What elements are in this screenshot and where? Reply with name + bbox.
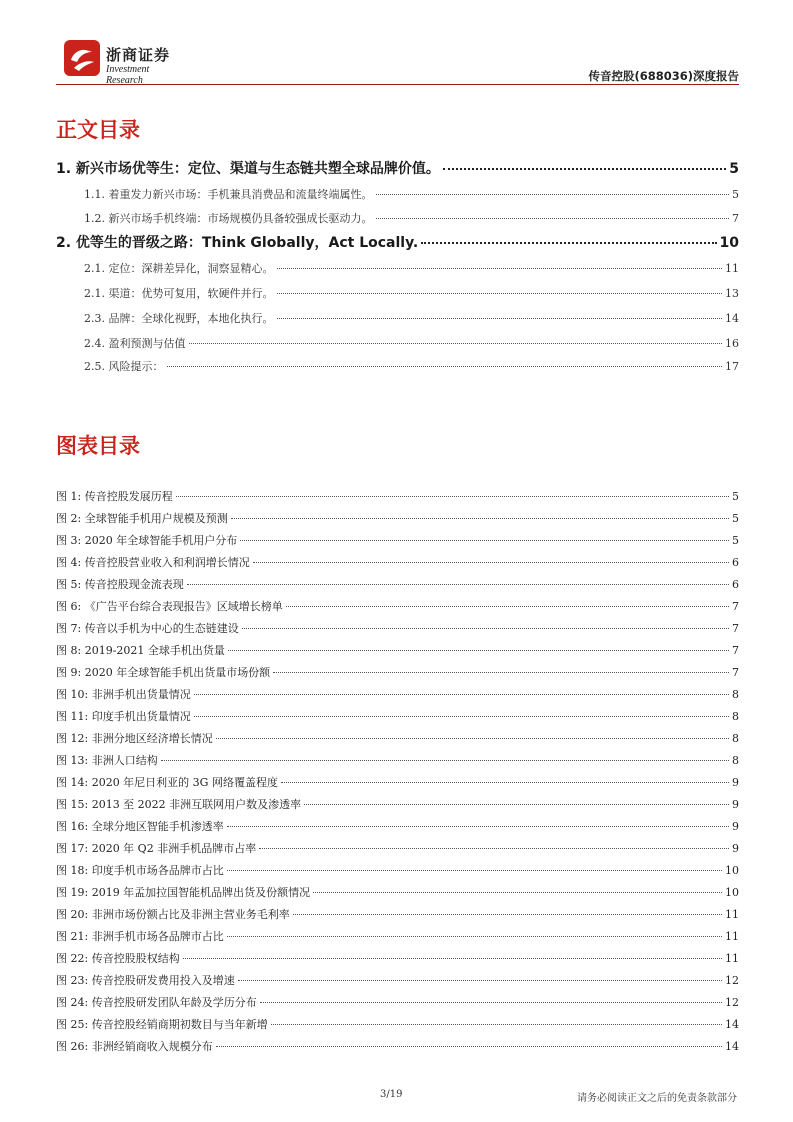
figure-entry[interactable] [56, 1038, 739, 1054]
figure-entry[interactable] [56, 730, 739, 746]
figure-entry-label: 图 26: 非洲经销商收入规模分布 [56, 1040, 213, 1053]
figure-entry-label: 图 3: 2020 年全球智能手机用户分布 [56, 534, 238, 547]
figure-entry-page: 11 [725, 952, 739, 965]
toc-entry[interactable] [56, 158, 739, 178]
figure-entry[interactable] [56, 642, 739, 658]
dot-leader [421, 242, 716, 244]
dot-leader [227, 936, 722, 937]
figure-entry-page: 9 [732, 842, 739, 855]
toc-entry-page: 16 [725, 337, 739, 350]
toc-entry-page: 17 [725, 360, 739, 373]
figure-entry[interactable] [56, 510, 739, 526]
figure-entry-page: 14 [725, 1040, 739, 1053]
figure-entry-label: 图 22: 传音控股股权结构 [56, 952, 180, 965]
figure-entry[interactable] [56, 972, 739, 988]
figure-entry-page: 11 [725, 908, 739, 921]
figure-list-title: 图表目录 [56, 434, 140, 458]
dot-leader [260, 1002, 722, 1003]
figure-entry[interactable] [56, 884, 739, 900]
dot-leader [281, 782, 729, 783]
dot-leader [273, 672, 729, 673]
toc-entry[interactable] [84, 260, 739, 276]
figure-entry[interactable] [56, 796, 739, 812]
dot-leader [242, 628, 729, 629]
toc-entry[interactable] [84, 210, 739, 226]
figure-entry-label: 图 6: 《广告平台综合表现报告》区域增长榜单 [56, 600, 283, 613]
toc-entry-page: 11 [725, 262, 739, 275]
dot-leader [228, 650, 729, 651]
figure-entry[interactable] [56, 840, 739, 856]
figure-entry-page: 7 [732, 666, 739, 679]
figure-entry-page: 9 [732, 798, 739, 811]
toc-entry[interactable] [84, 310, 739, 326]
dot-leader [216, 738, 729, 739]
dot-leader [238, 980, 722, 981]
figure-entry-page: 14 [725, 1018, 739, 1031]
toc-entry-page: 7 [732, 212, 739, 225]
figure-entry-label: 图 14: 2020 年尼日利亚的 3G 网络覆盖程度 [56, 776, 278, 789]
figure-entry[interactable] [56, 576, 739, 592]
dot-leader [286, 606, 729, 607]
toc-entry[interactable] [84, 358, 739, 374]
figure-entry-page: 7 [732, 600, 739, 613]
dot-leader [189, 343, 723, 344]
figure-entry-label: 图 16: 全球分地区智能手机渗透率 [56, 820, 224, 833]
dot-leader [176, 496, 729, 497]
toc-entry[interactable] [84, 335, 739, 351]
figure-entry-page: 5 [732, 534, 739, 547]
figure-entry-page: 10 [725, 864, 739, 877]
figure-entry-label: 图 24: 传音控股研发团队年龄及学历分布 [56, 996, 257, 1009]
dot-leader [240, 540, 729, 541]
toc-entry-page: 14 [725, 312, 739, 325]
toc-entry-label: 2.1. 渠道：优势可复用，软硬件并行。 [84, 287, 274, 300]
report-title: 传音控股(688036)深度报告 [588, 69, 739, 83]
toc-entry-page: 5 [729, 161, 739, 177]
figure-entry-page: 7 [732, 644, 739, 657]
dot-leader [277, 293, 723, 294]
figure-entry[interactable] [56, 906, 739, 922]
figure-entry-label: 图 18: 印度手机市场各品牌市占比 [56, 864, 224, 877]
dot-leader [277, 268, 723, 269]
brand-logo-icon [62, 38, 102, 78]
figure-entry[interactable] [56, 752, 739, 768]
brand-logo [56, 28, 176, 86]
figure-entry-label: 图 4: 传音控股营业收入和利润增长情况 [56, 556, 250, 569]
figure-entry[interactable] [56, 620, 739, 636]
figure-entry[interactable] [56, 554, 739, 570]
figure-entry-page: 12 [725, 974, 739, 987]
dot-leader [183, 958, 722, 959]
brand-name-cn: 浙商证券 [106, 46, 171, 64]
toc-entry-label: 2.4. 盈利预测与估值 [84, 337, 186, 350]
figure-entry-page: 9 [732, 776, 739, 789]
page-header [56, 28, 739, 84]
dot-leader [161, 760, 729, 761]
dot-leader [376, 218, 730, 219]
figure-entry-label: 图 9: 2020 年全球智能手机出货量市场份额 [56, 666, 271, 679]
dot-leader [376, 194, 730, 195]
toc-entry[interactable] [84, 285, 739, 301]
disclaimer-note: 请务必阅读正文之后的免责条款部分 [577, 1093, 737, 1104]
figure-entry-label: 图 13: 非洲人口结构 [56, 754, 158, 767]
figure-entry[interactable] [56, 708, 739, 724]
figure-entry-page: 5 [732, 490, 739, 503]
header-divider [56, 84, 739, 85]
figure-entry[interactable] [56, 994, 739, 1010]
toc-entry-page: 13 [725, 287, 739, 300]
toc-entry[interactable] [56, 232, 739, 252]
figure-entry-label: 图 21: 非洲手机市场各品牌市占比 [56, 930, 224, 943]
dot-leader [304, 804, 729, 805]
figure-entry[interactable] [56, 686, 739, 702]
dot-leader [187, 584, 729, 585]
figure-entry-label: 图 8: 2019-2021 全球手机出货量 [56, 644, 225, 657]
toc-title: 正文目录 [56, 118, 140, 142]
figure-entry-label: 图 2: 全球智能手机用户规模及预测 [56, 512, 228, 525]
dot-leader [293, 914, 722, 915]
toc-entry-label: 2.1. 定位：深耕差异化，洞察显精心。 [84, 262, 274, 275]
figure-entry[interactable] [56, 950, 739, 966]
figure-entry[interactable] [56, 598, 739, 614]
figure-entry[interactable] [56, 774, 739, 790]
dot-leader [194, 694, 729, 695]
figure-entry-page: 10 [725, 886, 739, 899]
toc-entry-label: 2.3. 品牌：全球化视野，本地化执行。 [84, 312, 274, 325]
figure-entry-page: 8 [732, 688, 739, 701]
figure-entry[interactable] [56, 818, 739, 834]
dot-leader [227, 870, 722, 871]
toc-entry-page: 5 [732, 188, 739, 201]
figure-entry-label: 图 25: 传音控股经销商期初数目与当年新增 [56, 1018, 268, 1031]
toc-entry[interactable] [84, 186, 739, 202]
figure-entry[interactable] [56, 488, 739, 504]
figure-entry-page: 5 [732, 512, 739, 525]
figure-entry-label: 图 10: 非洲手机出货量情况 [56, 688, 191, 701]
dot-leader [277, 318, 723, 319]
dot-leader [253, 562, 729, 563]
figure-entry-label: 图 15: 2013 至 2022 非洲互联网用户数及渗透率 [56, 798, 302, 811]
dot-leader [259, 848, 729, 849]
toc-entry-label: 1.2. 新兴市场手机终端：市场规模仍具备较强成长驱动力。 [84, 212, 373, 225]
figure-entry-label: 图 19: 2019 年孟加拉国智能机品牌出货及份额情况 [56, 886, 311, 899]
figure-entry-label: 图 5: 传音控股现金流表现 [56, 578, 184, 591]
figure-entry-page: 7 [732, 622, 739, 635]
toc-entry-page: 10 [719, 235, 739, 251]
figure-entry[interactable] [56, 862, 739, 878]
dot-leader [443, 168, 726, 170]
figure-entry-page: 12 [725, 996, 739, 1009]
figure-entry-page: 8 [732, 754, 739, 767]
brand-name-en: Investment Research [106, 64, 150, 86]
dot-leader [231, 518, 729, 519]
dot-leader [271, 1024, 722, 1025]
figure-entry-page: 6 [732, 556, 739, 569]
figure-entry-label: 图 7: 传音以手机为中心的生态链建设 [56, 622, 239, 635]
figure-entry-page: 11 [725, 930, 739, 943]
toc-entry-label: 1. 新兴市场优等生：定位、渠道与生态链共塑全球品牌价值。 [56, 161, 440, 177]
figure-entry-label: 图 17: 2020 年 Q2 非洲手机品牌市占率 [56, 842, 257, 855]
figure-entry-label: 图 12: 非洲分地区经济增长情况 [56, 732, 213, 745]
figure-entry-page: 8 [732, 710, 739, 723]
figure-entry-page: 9 [732, 820, 739, 833]
figure-entry[interactable] [56, 1016, 739, 1032]
dot-leader [216, 1046, 722, 1047]
toc-entry-label: 1.1. 着重发力新兴市场：手机兼具消费品和流量终端属性。 [84, 188, 373, 201]
figure-entry-label: 图 23: 传音控股研发费用投入及增速 [56, 974, 235, 987]
figure-entry-label: 图 1: 传音控股发展历程 [56, 490, 173, 503]
figure-entry-label: 图 11: 印度手机出货量情况 [56, 710, 191, 723]
dot-leader [227, 826, 729, 827]
figure-entry[interactable] [56, 664, 739, 680]
figure-entry-page: 6 [732, 578, 739, 591]
toc-entry-label: 2.5. 风险提示： [84, 360, 164, 373]
figure-entry[interactable] [56, 532, 739, 548]
toc-entry-label: 2. 优等生的晋级之路：Think Globally，Act Locally. [56, 235, 419, 251]
figure-entry[interactable] [56, 928, 739, 944]
page-number: 3/19 [380, 1089, 403, 1100]
dot-leader [167, 366, 723, 367]
figure-entry-page: 8 [732, 732, 739, 745]
dot-leader [194, 716, 729, 717]
figure-entry-label: 图 20: 非洲市场份额占比及非洲主营业务毛利率 [56, 908, 290, 921]
dot-leader [313, 892, 722, 893]
